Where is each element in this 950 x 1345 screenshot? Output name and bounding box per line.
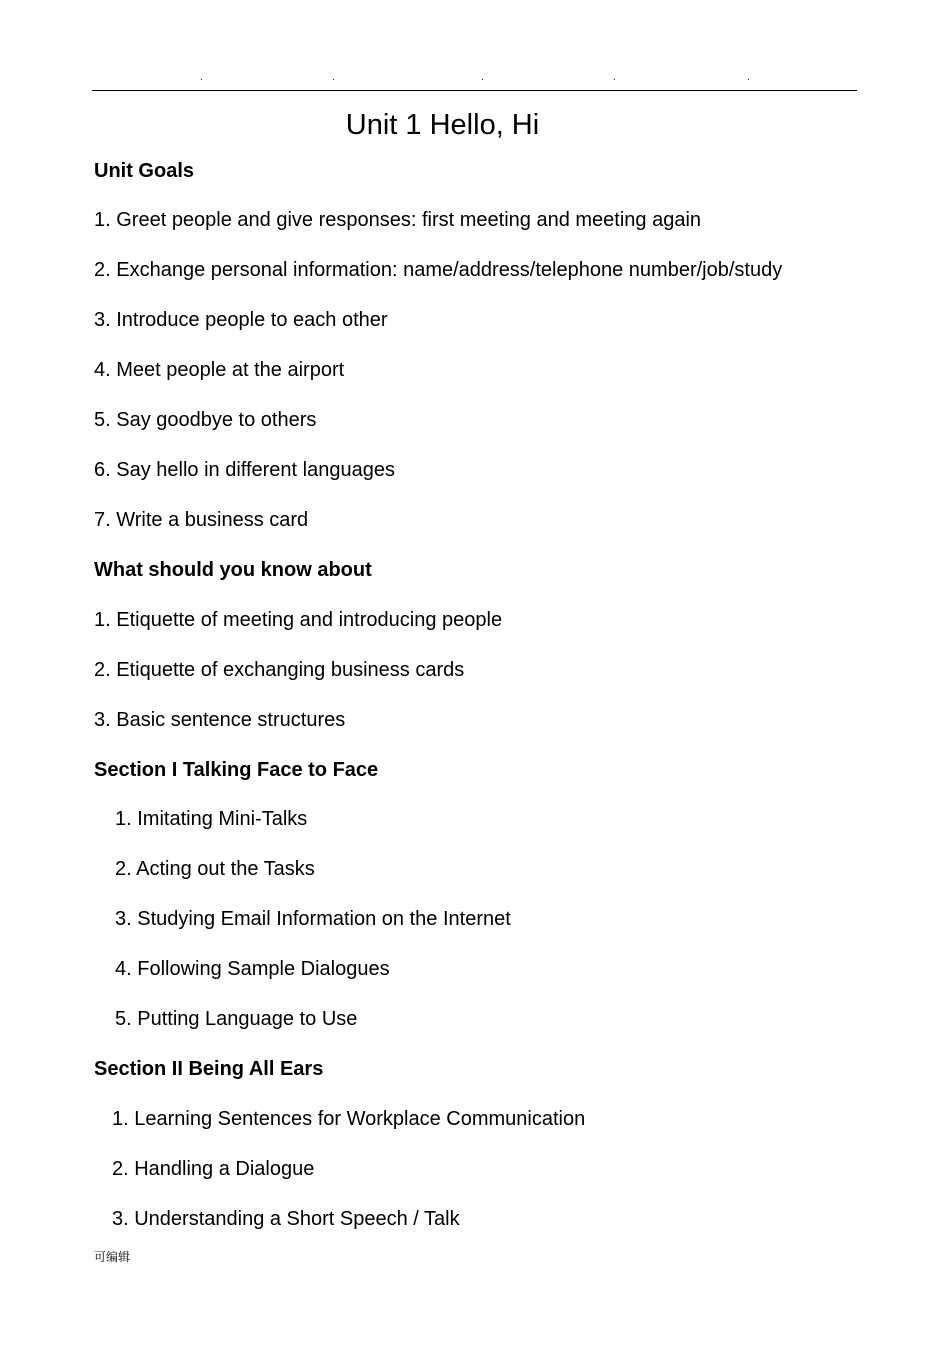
unit-goal-item: 7. Write a business card: [94, 509, 309, 531]
section-1-item: 2. Acting out the Tasks: [115, 858, 315, 880]
section-1-item: 1. Imitating Mini-Talks: [115, 808, 308, 830]
section-1-heading: Section I Talking Face to Face: [94, 759, 379, 781]
unit-goal-item: 4. Meet people at the airport: [94, 359, 345, 381]
know-about-item: 1. Etiquette of meeting and introducing people: [94, 609, 503, 631]
header-dot: .: [481, 72, 484, 83]
header-dot: .: [332, 72, 335, 83]
unit-goal-item: 6. Say hello in different languages: [94, 459, 395, 481]
section-1-item: 5. Putting Language to Use: [115, 1008, 358, 1030]
header-dot: .: [200, 72, 203, 83]
section-2-item: 1. Learning Sentences for Workplace Communication: [112, 1108, 586, 1130]
know-about-item: 2. Etiquette of exchanging business cards: [94, 659, 465, 681]
editable-note: 可编辑: [94, 1250, 131, 1264]
header-rule: [92, 90, 857, 91]
section-1-item: 4. Following Sample Dialogues: [115, 958, 390, 980]
section-2-item: 3. Understanding a Short Speech / Talk: [112, 1208, 460, 1230]
section-1-item: 3. Studying Email Information on the Internet: [115, 908, 511, 930]
unit-goals-heading: Unit Goals: [94, 160, 195, 182]
header-dots: [92, 72, 857, 86]
header-dot: .: [747, 72, 750, 83]
unit-goal-item: 2. Exchange personal information: name/address/telephone number/job/study: [94, 259, 783, 281]
header-dot: .: [613, 72, 616, 83]
know-about-heading: What should you know about: [94, 559, 372, 581]
page-title: Unit 1 Hello, Hi: [345, 109, 540, 141]
unit-goal-item: 3. Introduce people to each other: [94, 309, 388, 331]
section-2-item: 2. Handling a Dialogue: [112, 1158, 315, 1180]
know-about-item: 3. Basic sentence structures: [94, 709, 346, 731]
unit-goal-item: 5. Say goodbye to others: [94, 409, 317, 431]
unit-goal-item: 1. Greet people and give responses: first meeting and meeting again: [94, 209, 702, 231]
section-2-heading: Section II Being All Ears: [94, 1058, 324, 1080]
